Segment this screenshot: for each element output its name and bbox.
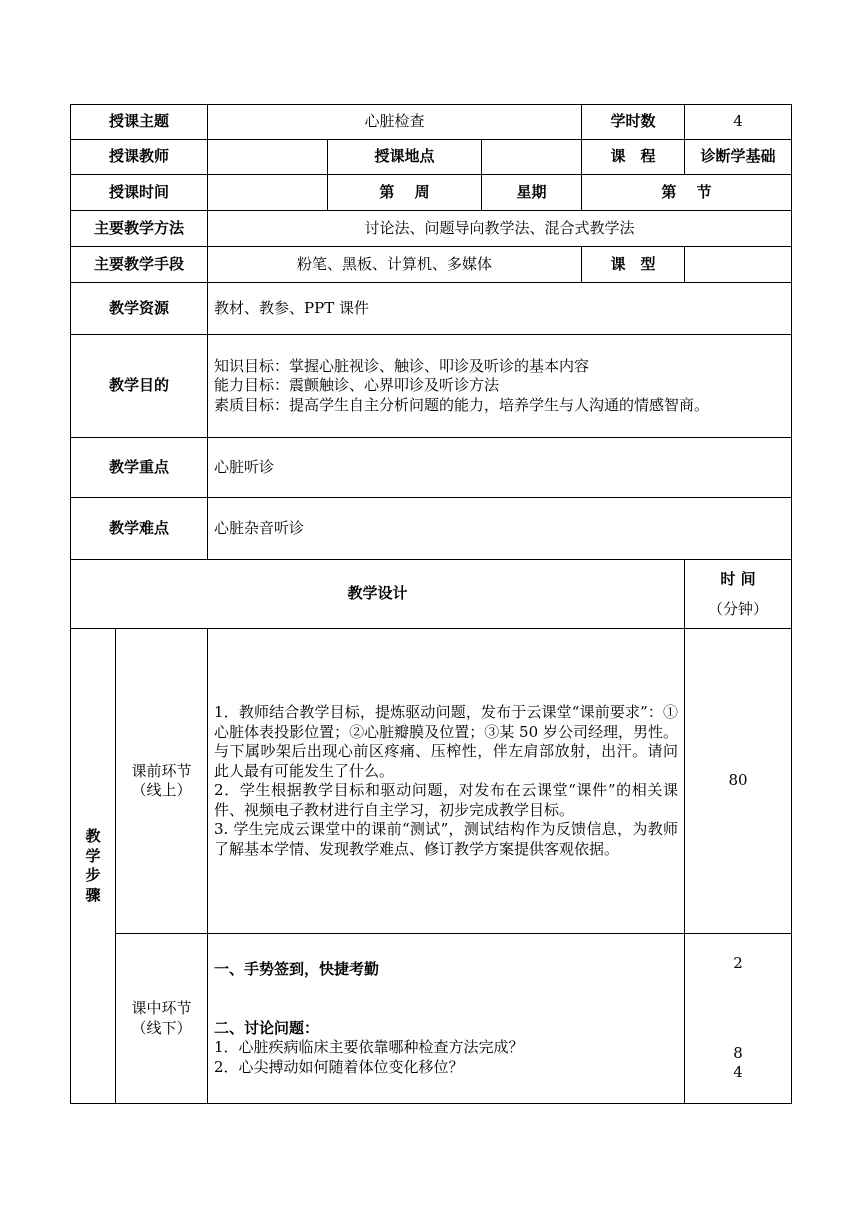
row-means (71, 247, 792, 283)
course-label: 课 程 (582, 140, 685, 175)
pre-item-1: 1．教师结合教学目标，提炼驱动问题，发布于云课堂“课前要求”：①心脏体表投影位置；②心脏瓣膜及位置；③某 50 岁公司经理，男性。与下属吵架后出现心前区疼痛、压榨性，伴左肩部放射，出汗。请问此人最有可能发生了什么。 (214, 703, 679, 780)
week-label: 第 周 (328, 175, 482, 211)
design-title: 教学设计 (71, 560, 685, 629)
mid-gap-2 (214, 1011, 678, 1019)
teacher-value (208, 140, 328, 175)
steps-char-4: 骤 (85, 885, 101, 904)
row-key (71, 438, 792, 498)
row-teacher (71, 140, 792, 175)
mid-time-gap-2 (691, 1005, 785, 1013)
time-label: 授课时间 (71, 175, 208, 211)
type-value (685, 247, 792, 283)
mid-stage (116, 934, 208, 1104)
location-value (482, 140, 582, 175)
topic-label: 授课主题 (71, 105, 208, 140)
row-time (71, 175, 792, 211)
steps-label (71, 629, 116, 1104)
steps-char-2: 学 (85, 846, 101, 865)
mid-time-checkin: 2 (733, 954, 743, 973)
row-difficulty (71, 498, 792, 560)
section-label: 第 节 (582, 175, 792, 211)
mid-question-1: 1．心脏疾病临床主要依靠哪种检查方法完成？ (214, 1038, 524, 1056)
row-resource (71, 283, 792, 335)
mid-heading-checkin: 一、手势签到，快捷考勤 (214, 960, 380, 978)
mid-times (685, 934, 792, 1104)
weekday-label: 星期 (482, 175, 582, 211)
mid-gap-1 (214, 980, 678, 1011)
row-in-class (71, 934, 792, 1104)
objective-label: 教学目的 (71, 335, 208, 438)
time-value (208, 175, 328, 211)
mid-question-2: 2．心尖搏动如何随着体位变化移位？ (214, 1057, 464, 1076)
time-header-unit: （分钟） (708, 600, 769, 618)
key-label: 教学重点 (71, 438, 208, 498)
objectives-cell (208, 335, 792, 438)
mid-time-q2: 4 (733, 1063, 743, 1082)
means-label: 主要教学手段 (71, 247, 208, 283)
teacher-label: 授课教师 (71, 140, 208, 175)
row-objectives (71, 335, 792, 438)
key-value: 心脏听诊 (208, 438, 792, 498)
pre-item-2: 2．学生根据教学目标和驱动问题，对发布在云课堂“课件”的相关课件、视频电子教材进行自主学习，初步完成教学目标。 (214, 781, 679, 819)
pre-content (208, 629, 685, 934)
method-value: 讨论法、问题导向教学法、混合式教学法 (208, 211, 792, 247)
hours-label: 学时数 (582, 105, 685, 140)
topic-value: 心脏检查 (208, 105, 582, 140)
time-header-label: 时 间 (720, 570, 756, 588)
difficulty-value: 心脏杂音听诊 (208, 498, 792, 560)
course-value: 诊断学基础 (685, 140, 792, 175)
lesson-plan-table (70, 104, 792, 1104)
objective-knowledge: 知识目标：掌握心脏视诊、触诊、叩诊及听诊的基本内容 (214, 356, 590, 375)
steps-char-1: 教 (85, 827, 101, 845)
mid-time-gap-1 (691, 974, 785, 1005)
difficulty-label: 教学难点 (71, 498, 208, 560)
mid-time-gap-3 (691, 1013, 785, 1044)
pre-stage-name: 课前环节 (131, 761, 192, 780)
method-label: 主要教学方法 (71, 211, 208, 247)
mid-content (208, 934, 685, 1104)
resource-label: 教学资源 (71, 283, 208, 335)
objective-ability: 能力目标：震颤触诊、心界叩诊及听诊方法 (214, 376, 500, 395)
mid-heading-discussion: 二、讨论问题： (214, 1018, 320, 1037)
time-header (685, 560, 792, 629)
hours-value: 4 (685, 105, 792, 140)
objective-quality: 素质目标：提高学生自主分析问题的能力，培养学生与人沟通的情感智商。 (214, 395, 710, 414)
pre-item-3: 3. 学生完成云课堂中的课前“测试”，测试结构作为反馈信息，为教师了解基本学情、发现教学难点、修订教学方案提供客观依据。 (214, 820, 679, 858)
mid-time-q1: 8 (733, 1043, 743, 1062)
location-label: 授课地点 (328, 140, 482, 175)
mid-stage-mode: （线下） (131, 1018, 192, 1037)
row-topic (71, 105, 792, 140)
resource-value: 教材、教参、PPT 课件 (208, 283, 792, 335)
pre-stage (116, 629, 208, 934)
row-method (71, 211, 792, 247)
row-design-header (71, 560, 792, 629)
means-value: 粉笔、黑板、计算机、多媒体 (208, 247, 582, 283)
steps-char-3: 步 (85, 866, 101, 884)
type-label: 课 型 (582, 247, 685, 283)
row-pre-class (71, 629, 792, 934)
pre-time: 80 (685, 629, 792, 934)
mid-stage-name: 课中环节 (131, 999, 192, 1017)
pre-stage-mode: （线上） (131, 781, 192, 799)
